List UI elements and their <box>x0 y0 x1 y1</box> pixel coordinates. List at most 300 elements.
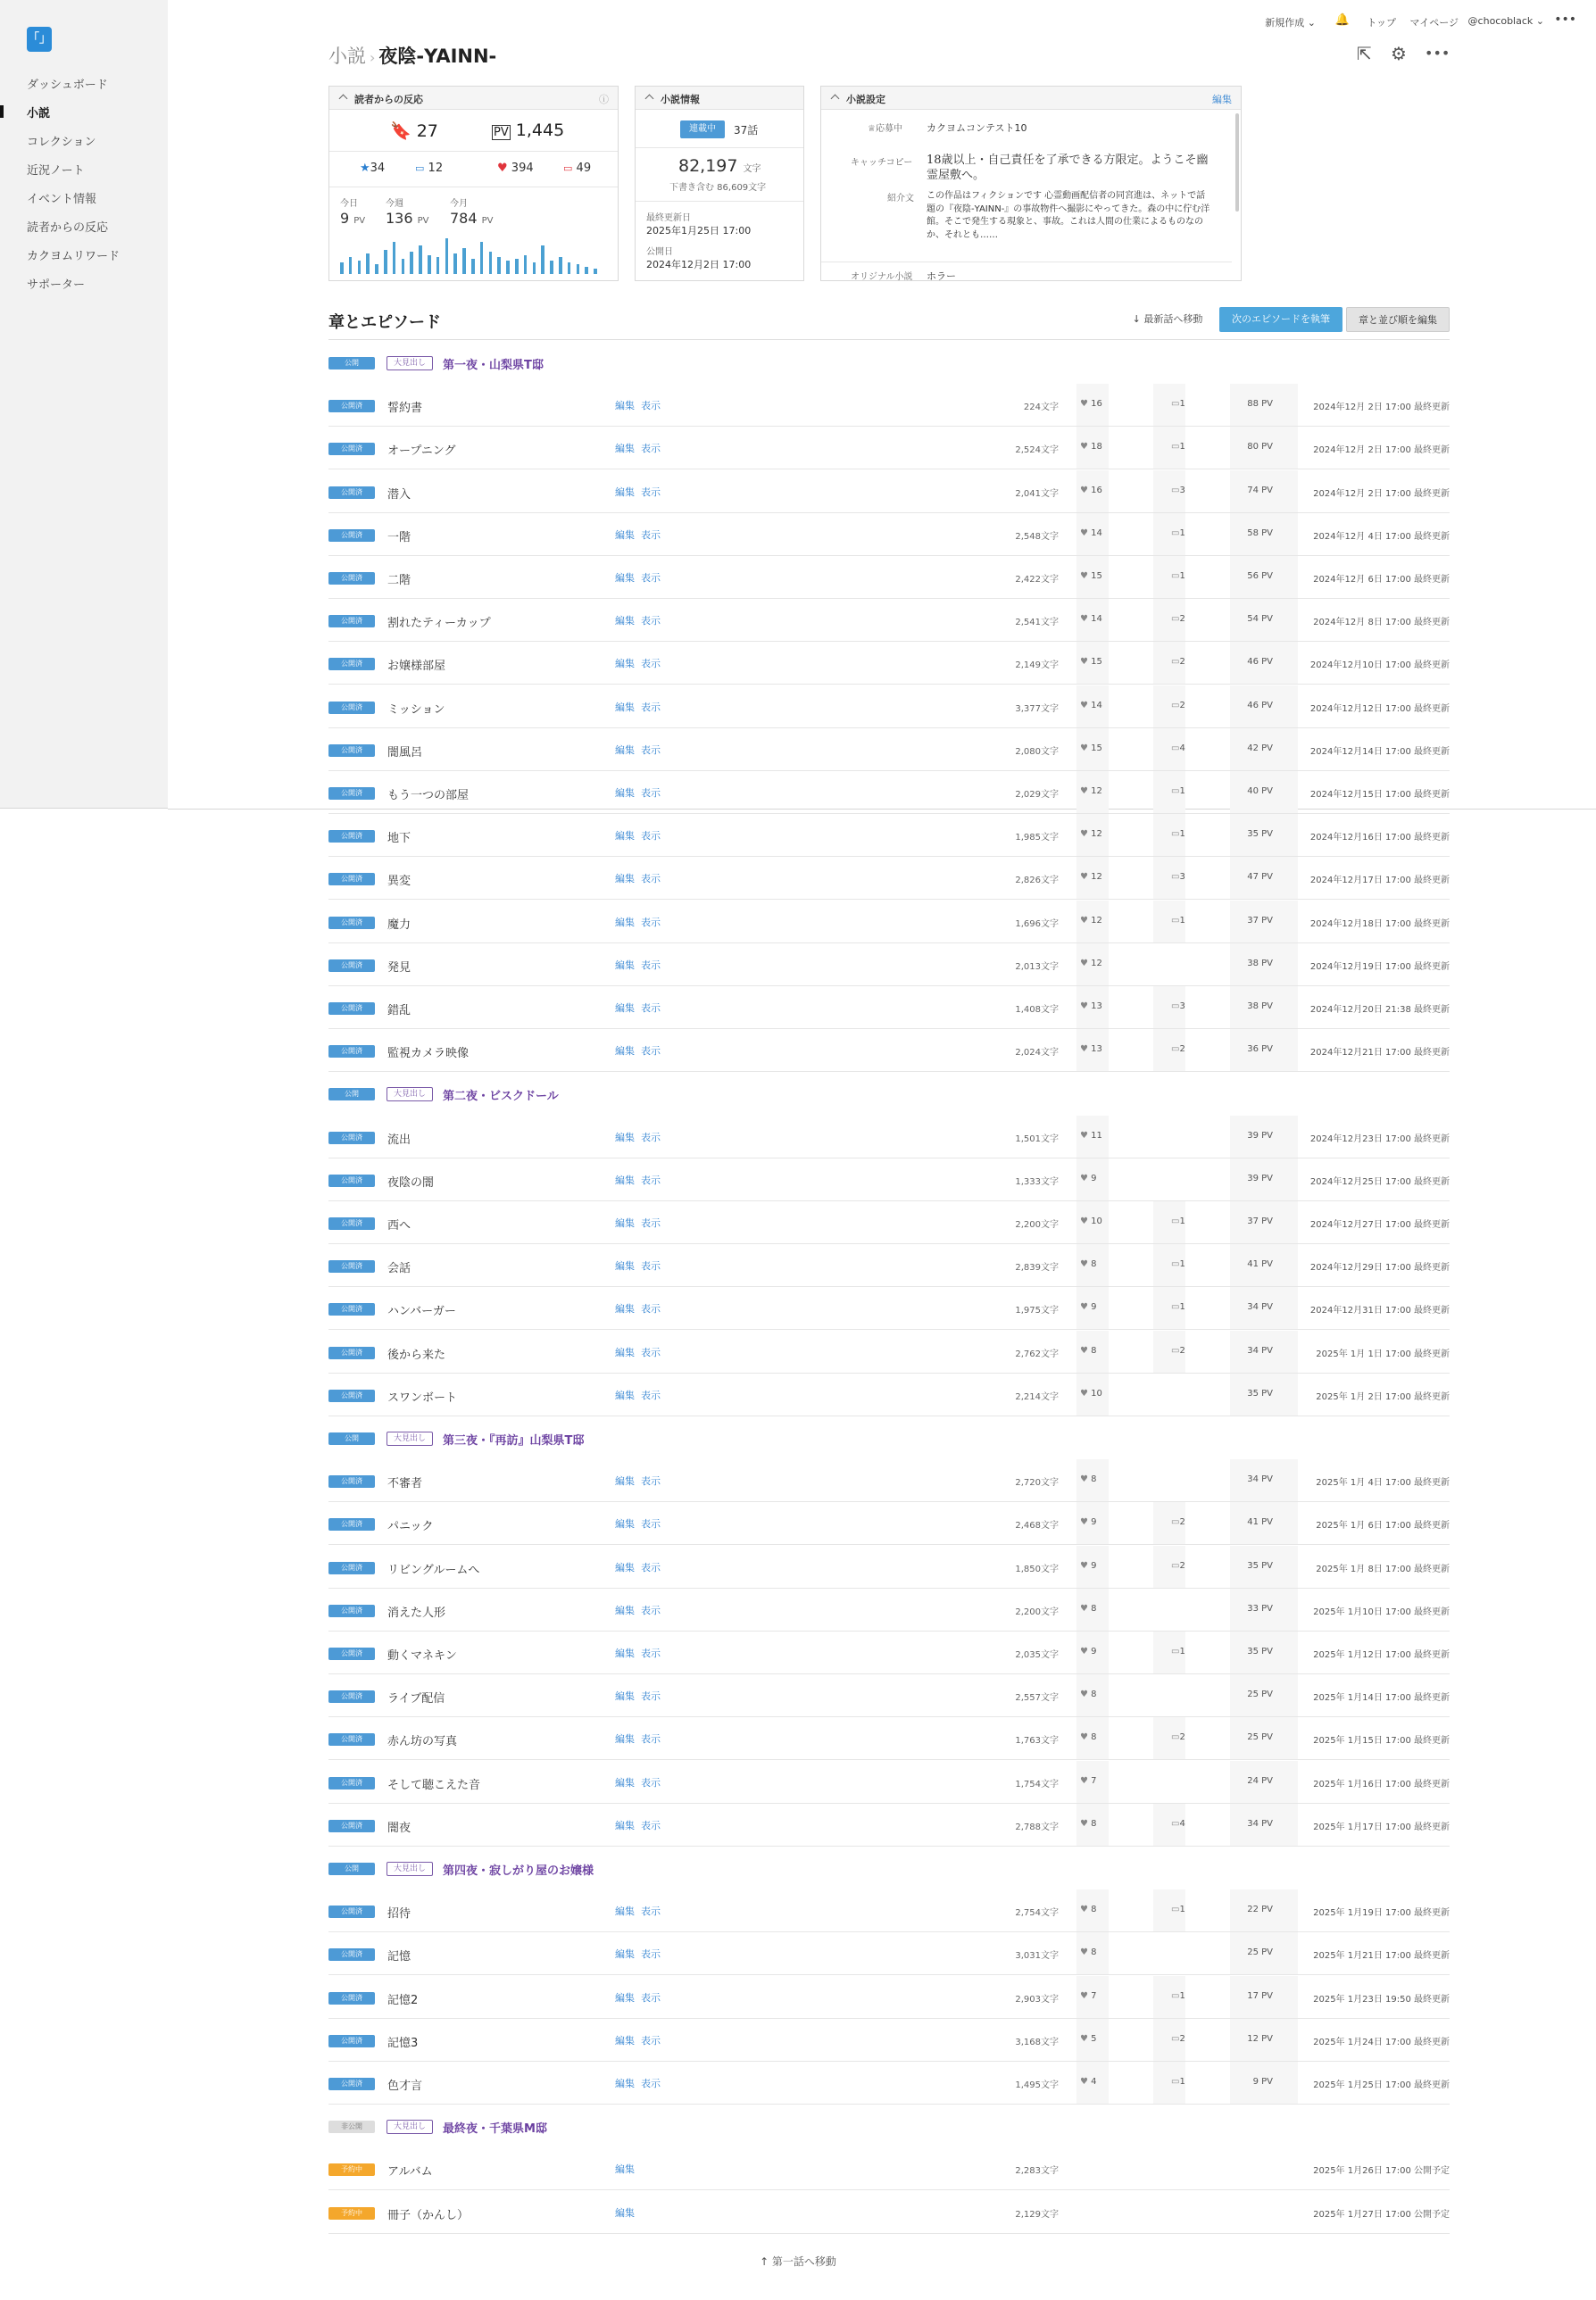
episode-hearts-value: 7 <box>1091 1775 1097 1786</box>
genre-value: ホラー <box>927 270 956 281</box>
episode-edit-link[interactable]: 編集 <box>615 1346 635 1358</box>
episode-edit-link[interactable]: 編集 <box>615 1906 635 1918</box>
comment-icon: ▭ <box>1171 2077 1180 2087</box>
episode-view-link[interactable]: 表示 <box>641 1260 661 1273</box>
episode-view-link[interactable]: 表示 <box>641 1690 661 1703</box>
catchcopy-text: 18歳以上・自己責任を了承できる方限定。ようこそ幽霊屋敷へ。 <box>927 154 1209 182</box>
heart-icon: ♥ <box>1080 700 1088 710</box>
episode-status-badge: 公開済 <box>328 486 375 499</box>
episode-status-badge: 公開済 <box>328 959 375 972</box>
episode-view-link[interactable]: 表示 <box>641 830 661 843</box>
episode-title[interactable]: 地下 <box>387 832 411 846</box>
comment-icon: ▭ <box>1171 700 1180 710</box>
episode-comments <box>1171 743 1185 753</box>
edit-order-button[interactable]: 章と並び順を編集 <box>1346 307 1450 332</box>
episode-pv: 40 PV <box>1247 786 1273 796</box>
episode-title[interactable]: 誓約書 <box>387 402 423 416</box>
episode-edit-link[interactable]: 編集 <box>615 701 635 713</box>
episode-row <box>328 1158 1450 1201</box>
episode-view-link[interactable]: 表示 <box>641 1991 661 2004</box>
episode-edit-link[interactable]: 編集 <box>615 1991 635 2004</box>
daily-pv-bar <box>462 248 466 274</box>
episode-hearts-value: 8 <box>1091 1947 1097 1958</box>
heart-icon: ♥ <box>1080 1474 1088 1485</box>
scrollbar[interactable] <box>1235 113 1239 212</box>
comment-icon: ▭ <box>1171 1732 1180 1743</box>
comment-icon: ▭ <box>1171 1345 1180 1356</box>
episode-view-link[interactable]: 表示 <box>641 1045 661 1058</box>
episode-date: 2025年 1月23日 19:50 最終更新 <box>1313 1994 1450 2005</box>
nav-novels[interactable]: 小説 <box>27 107 51 120</box>
daily-pv-bar <box>506 261 510 274</box>
episode-hearts <box>1080 1732 1097 1742</box>
episode-title[interactable]: 動くマネキン <box>387 1649 457 1663</box>
episode-date: 2025年 1月24日 17:00 最終更新 <box>1313 2037 1450 2047</box>
episode-hearts-value: 16 <box>1091 485 1102 495</box>
episode-date: 2024年12月23日 17:00 最終更新 <box>1309 1133 1450 1144</box>
episode-edit-link[interactable]: 編集 <box>615 830 635 843</box>
heading-level-badge: 大見出し <box>387 356 433 370</box>
episode-pv: 54 PV <box>1247 614 1273 625</box>
episode-title[interactable]: もう一つの部屋 <box>387 789 470 802</box>
episode-pv: 46 PV <box>1247 657 1273 668</box>
chapter-title[interactable]: 第一夜・山梨県T邸 <box>443 359 544 372</box>
episode-pv: 39 PV <box>1247 1173 1273 1183</box>
episode-title[interactable]: スワンボート <box>387 1391 458 1405</box>
episode-title[interactable]: 流出 <box>387 1133 411 1147</box>
episode-view-link[interactable]: 表示 <box>641 658 661 670</box>
mypage-link[interactable]: マイページ <box>1409 17 1459 29</box>
episode-view-link[interactable]: 表示 <box>641 916 661 928</box>
episode-edit-link[interactable]: 編集 <box>615 1002 635 1014</box>
episode-view-link[interactable]: 表示 <box>641 959 661 971</box>
heart-icon: ♥ <box>1080 786 1088 796</box>
week-pv-value: 136 <box>386 210 413 227</box>
episode-date: 2024年12月 8日 17:00 最終更新 <box>1313 618 1450 628</box>
episode-edit-link[interactable]: 編集 <box>615 1648 635 1659</box>
episode-comments <box>1171 1302 1185 1312</box>
episode-title[interactable]: 二階 <box>387 574 411 587</box>
daily-pv-bar <box>594 269 597 274</box>
episode-edit-link[interactable]: 編集 <box>615 916 635 928</box>
episode-view-link[interactable]: 表示 <box>641 615 661 627</box>
episode-edit-link[interactable]: 編集 <box>615 486 635 498</box>
episode-title[interactable]: 記憶 <box>387 1950 411 1964</box>
episode-title[interactable]: 潜入 <box>387 487 411 502</box>
daily-pv-bar <box>340 262 344 274</box>
episode-hearts-value: 11 <box>1091 1130 1102 1141</box>
episode-hearts-value: 5 <box>1091 2033 1097 2044</box>
episode-view-link[interactable]: 表示 <box>641 1561 661 1573</box>
episode-edit-link[interactable]: 編集 <box>615 2163 635 2176</box>
episode-title[interactable]: ライブ配信 <box>387 1692 445 1706</box>
episode-title[interactable]: パニック <box>387 1520 434 1534</box>
heart-icon: ♥ <box>1080 1732 1088 1743</box>
episode-date: 2024年12月29日 17:00 最終更新 <box>1309 1263 1450 1274</box>
episode-title[interactable]: 不審者 <box>387 1477 423 1491</box>
episode-comments-value: 2 <box>1179 2033 1185 2044</box>
episode-char-count: 2,468文字 <box>1015 1521 1059 1532</box>
episode-comments-value: 2 <box>1179 1044 1185 1055</box>
gear-icon[interactable]: ⚙ <box>1391 43 1407 64</box>
comment-icon: ▭ <box>1171 1905 1180 1915</box>
chapter-title[interactable]: 第三夜・『再訪』山梨県T邸 <box>443 1434 585 1448</box>
reactions-card-header[interactable] <box>329 87 618 110</box>
novel-info-card-header[interactable] <box>636 87 803 110</box>
episode-edit-link[interactable]: 編集 <box>615 400 635 412</box>
episode-char-count: 2,214文字 <box>1015 1391 1059 1402</box>
episode-status-badge: 公開済 <box>328 615 375 627</box>
episode-view-link[interactable]: 表示 <box>641 1733 661 1746</box>
episode-title[interactable]: ミッション <box>387 702 445 717</box>
episode-status-badge: 公開済 <box>328 658 375 670</box>
more-menu-icon[interactable]: ••• <box>1554 12 1576 27</box>
episode-title[interactable]: 後から来た <box>387 1348 446 1362</box>
jump-first-link[interactable]: ↑ 第一話へ移動 <box>760 2255 836 2268</box>
episode-title[interactable]: 異変 <box>387 875 411 889</box>
episode-edit-link[interactable]: 編集 <box>615 1303 635 1316</box>
episode-title[interactable]: 冊子（かんし） <box>387 2208 470 2222</box>
episode-title[interactable]: 発見 <box>387 960 411 975</box>
episode-edit-link[interactable]: 編集 <box>615 443 635 455</box>
episode-title[interactable]: 闇夜 <box>387 1821 411 1835</box>
episode-date: 2024年12月 4日 17:00 最終更新 <box>1313 531 1450 542</box>
heart-icon: ♥ <box>1080 1947 1088 1958</box>
episode-edit-link[interactable]: 編集 <box>615 1045 635 1058</box>
daily-pv-bar <box>559 257 562 274</box>
episode-view-link[interactable]: 表示 <box>641 1948 661 1961</box>
episode-title[interactable]: 監視カメラ映像 <box>387 1047 470 1061</box>
episode-edit-link[interactable]: 編集 <box>615 1561 635 1573</box>
episode-comments <box>1171 571 1185 581</box>
daily-pv-bar <box>384 250 387 274</box>
episode-view-link[interactable]: 表示 <box>641 486 661 498</box>
episode-edit-link[interactable]: 編集 <box>615 1131 635 1143</box>
episode-date: 2024年12月15日 17:00 最終更新 <box>1309 790 1450 800</box>
heart-icon: ♥ <box>1080 1905 1088 1915</box>
episode-title[interactable]: 一階 <box>387 530 411 544</box>
episode-edit-link[interactable]: 編集 <box>615 873 635 885</box>
chapter-header <box>328 1416 1450 1459</box>
episode-view-link[interactable]: 表示 <box>641 1389 661 1401</box>
daily-pv-bar <box>489 252 493 274</box>
daily-pv-bar <box>585 267 588 274</box>
episode-edit-link[interactable]: 編集 <box>615 1389 635 1401</box>
comment-icon: ▭ <box>1171 2033 1180 2044</box>
chapters-rule <box>328 339 1450 340</box>
episode-title[interactable]: 招待 <box>387 1907 411 1922</box>
daily-pv-bar <box>436 257 440 274</box>
episode-edit-link[interactable]: 編集 <box>615 1604 635 1616</box>
episode-title[interactable]: オープニング <box>387 444 456 459</box>
episode-row <box>328 2019 1450 2062</box>
reviews-count: 12 <box>428 162 444 175</box>
episode-char-count: 2,024文字 <box>1015 1048 1059 1059</box>
episode-edit-link[interactable]: 編集 <box>615 1690 635 1703</box>
heart-icon: ♥ <box>1080 1302 1088 1313</box>
heart-icon: ♥ <box>1080 1560 1088 1571</box>
heart-icon: ♥ <box>1080 571 1088 581</box>
episode-hearts-value: 8 <box>1091 1690 1097 1700</box>
episode-status-badge: 公開済 <box>328 702 375 714</box>
settings-edit-link[interactable]: 編集 <box>1212 94 1232 105</box>
episode-edit-link[interactable]: 編集 <box>615 1733 635 1746</box>
episode-pv: 47 PV <box>1247 872 1273 883</box>
new-create-menu[interactable]: 新規作成 ⌄ <box>1265 17 1316 29</box>
bell-icon[interactable]: 🔔 <box>1334 13 1350 27</box>
episode-hearts-value: 13 <box>1091 1044 1102 1055</box>
episode-status-badge: 公開済 <box>328 1948 375 1961</box>
episode-hearts-value: 8 <box>1091 1259 1097 1270</box>
episode-edit-link[interactable]: 編集 <box>615 1260 635 1273</box>
week-pv <box>386 210 429 227</box>
episode-comments-value: 1 <box>1179 2077 1185 2087</box>
episode-date: 2024年12月 6日 17:00 最終更新 <box>1313 575 1450 585</box>
reactions-card <box>328 86 619 281</box>
episode-comments <box>1171 786 1185 796</box>
episode-edit-link[interactable]: 編集 <box>615 1174 635 1186</box>
episode-view-link[interactable]: 表示 <box>641 1648 661 1659</box>
episode-view-link[interactable]: 表示 <box>641 1819 661 1831</box>
episode-view-link[interactable]: 表示 <box>641 787 661 799</box>
chapter-title[interactable]: 第四夜・寂しがり屋のお嬢様 <box>443 1864 594 1878</box>
episode-pv: 58 PV <box>1247 527 1273 538</box>
episode-hearts <box>1080 1174 1097 1183</box>
episode-title[interactable]: そして聴こえた音 <box>387 1778 481 1792</box>
episode-status-badge: 予約中 <box>328 2207 375 2220</box>
episode-edit-link[interactable]: 編集 <box>615 2206 635 2219</box>
episode-pv: 35 PV <box>1247 1560 1273 1571</box>
new-episode-button[interactable]: 次のエピソードを執筆 <box>1219 307 1342 332</box>
episode-status-badge: 公開済 <box>328 2035 375 2047</box>
chapter-title[interactable]: 最終夜・千葉県M邸 <box>443 2122 547 2137</box>
episode-title[interactable]: 色才言 <box>387 2080 423 2093</box>
episode-view-link[interactable]: 表示 <box>641 400 661 412</box>
episode-view-link[interactable]: 表示 <box>641 1906 661 1918</box>
heart-icon: ♥ <box>1080 1044 1088 1055</box>
episode-view-link[interactable]: 表示 <box>641 873 661 885</box>
episode-view-link[interactable]: 表示 <box>641 1174 661 1186</box>
episode-row <box>328 1674 1450 1717</box>
episode-title[interactable]: 割れたティーカップ <box>387 617 491 631</box>
novel-settings-card-header[interactable] <box>821 87 1241 110</box>
kakuyomu-logo[interactable] <box>27 27 52 52</box>
episode-count: 37話 <box>734 124 759 137</box>
episode-row <box>328 1589 1450 1632</box>
episode-hearts <box>1080 959 1102 968</box>
episode-edit-link[interactable]: 編集 <box>615 787 635 799</box>
episode-hearts <box>1080 571 1102 581</box>
followers-count: 27 <box>416 121 438 141</box>
chapter-header <box>328 2105 1450 2147</box>
episode-comments <box>1171 399 1185 409</box>
external-link-icon[interactable]: ⇱ <box>1357 43 1372 64</box>
more-icon[interactable]: ••• <box>1425 45 1451 62</box>
episode-view-link[interactable]: 表示 <box>641 572 661 584</box>
episode-edit-link[interactable]: 編集 <box>615 572 635 584</box>
chapter-status-badge: 公開 <box>328 1432 375 1445</box>
episode-edit-link[interactable]: 編集 <box>615 959 635 971</box>
episode-title[interactable]: 消えた人形 <box>387 1606 446 1620</box>
breadcrumb-novels[interactable]: 小説 <box>328 46 366 67</box>
episode-edit-link[interactable]: 編集 <box>615 1819 635 1831</box>
episode-title[interactable]: 錯乱 <box>387 1004 411 1017</box>
episode-status-badge: 公開済 <box>328 1132 375 1144</box>
comment-icon: ▭ <box>1171 1647 1180 1656</box>
nav-updates-note[interactable]: 近況ノート <box>27 164 85 178</box>
episode-title[interactable]: お嬢様部屋 <box>387 660 446 674</box>
episode-hearts <box>1080 1776 1097 1786</box>
episode-date: 2025年 1月 4日 17:00 最終更新 <box>1316 1478 1450 1489</box>
episode-edit-link[interactable]: 編集 <box>615 1948 635 1961</box>
pv-icon: PV <box>494 126 509 139</box>
episode-row <box>328 513 1450 556</box>
episode-date: 2025年 1月26日 17:00 公開予定 <box>1313 2166 1450 2177</box>
episode-view-link[interactable]: 表示 <box>641 1518 661 1531</box>
episode-comments <box>1171 1561 1185 1571</box>
episode-title[interactable]: 西へ <box>387 1219 411 1233</box>
nav-collection[interactable]: コレクション <box>27 136 96 149</box>
episode-comments-value: 1 <box>1179 571 1185 581</box>
comment-icon: ▭ <box>1171 571 1180 581</box>
top-link[interactable]: トップ <box>1367 17 1396 29</box>
episode-view-link[interactable]: 表示 <box>641 743 661 756</box>
episode-comments-value: 2 <box>1179 657 1185 668</box>
episode-comments <box>1171 2034 1185 2044</box>
episode-edit-link[interactable]: 編集 <box>615 528 635 541</box>
episode-char-count: 1,763文字 <box>1015 1736 1059 1747</box>
episode-edit-link[interactable]: 編集 <box>615 2034 635 2047</box>
episode-comments <box>1171 1044 1185 1054</box>
heart-icon: ♥ <box>1080 829 1088 840</box>
episode-char-count: 2,029文字 <box>1015 790 1059 800</box>
daily-pv-bar <box>366 253 370 274</box>
episode-hearts-value: 15 <box>1091 657 1102 668</box>
episode-title[interactable]: 夜陰の闇 <box>387 1175 435 1190</box>
episode-view-link[interactable]: 表示 <box>641 1217 661 1229</box>
nav-dashboard[interactable]: ダッシュボード <box>27 79 108 92</box>
jump-latest-link[interactable]: ↓ 最新話へ移動 <box>1132 313 1203 325</box>
episode-hearts <box>1080 1346 1097 1356</box>
episode-pv: 37 PV <box>1247 1216 1273 1226</box>
episode-title[interactable]: 会話 <box>387 1262 411 1276</box>
episode-edit-link[interactable]: 編集 <box>615 615 635 627</box>
episode-comments <box>1171 829 1185 839</box>
episode-title[interactable]: リビングルームへ <box>387 1563 480 1577</box>
episode-date: 2024年12月14日 17:00 最終更新 <box>1309 746 1450 757</box>
episode-row <box>328 1976 1450 2019</box>
comment-icon: ▭ <box>1171 1560 1180 1571</box>
episode-title[interactable]: 記憶3 <box>387 2036 419 2050</box>
episode-comments-value: 1 <box>1179 915 1185 926</box>
episode-view-link[interactable]: 表示 <box>641 1475 661 1488</box>
episode-edit-link[interactable]: 編集 <box>615 1217 635 1229</box>
heart-icon: ♥ <box>1080 1259 1088 1270</box>
episode-row <box>328 384 1450 427</box>
episode-comments-value: 1 <box>1179 1990 1185 2001</box>
episode-date: 2024年12月31日 17:00 最終更新 <box>1309 1306 1450 1316</box>
episode-view-link[interactable]: 表示 <box>641 1303 661 1316</box>
episode-title[interactable]: 記憶2 <box>387 1993 419 2007</box>
episode-title[interactable]: ハンバーガー <box>387 1305 456 1319</box>
heart-icon: ♥ <box>1080 1130 1088 1141</box>
intro-label: 紹介文 <box>887 194 914 203</box>
nav-events[interactable]: イベント情報 <box>27 193 97 206</box>
episode-title[interactable]: 魔力 <box>387 918 411 932</box>
episode-hearts-value: 8 <box>1091 1732 1097 1743</box>
episode-edit-link[interactable]: 編集 <box>615 658 635 670</box>
episode-title[interactable]: アルバム <box>387 2165 433 2180</box>
nav-supporter[interactable]: サポーター <box>27 278 86 292</box>
episode-status-badge: 公開済 <box>328 1733 375 1746</box>
heart-icon: ♥ <box>1080 2077 1088 2087</box>
episode-comments-value: 1 <box>1179 1216 1185 1226</box>
chapter-title[interactable]: 第二夜・ビスクドール <box>443 1090 559 1104</box>
nav-kakuyomu-reward[interactable]: カクヨムリワード <box>27 250 121 263</box>
comment-icon: ▭ <box>1171 1302 1180 1313</box>
user-menu[interactable]: @chocoblack ⌄ <box>1467 15 1544 27</box>
episode-edit-link[interactable]: 編集 <box>615 1776 635 1789</box>
episode-status-badge: 公開済 <box>328 830 375 843</box>
episode-date: 2025年 1月16日 17:00 最終更新 <box>1313 1779 1450 1789</box>
episode-comments-value: 4 <box>1179 743 1185 753</box>
episode-hearts <box>1080 1905 1097 1914</box>
daily-pv-bar <box>480 242 484 274</box>
episode-title[interactable]: 闇風呂 <box>387 745 423 760</box>
serial-status-badge: 連載中 <box>680 120 725 138</box>
episode-hearts <box>1080 1819 1097 1829</box>
episode-edit-link[interactable]: 編集 <box>615 2078 635 2089</box>
episode-pv: 9 PV <box>1252 2077 1273 2087</box>
episode-comments-value: 4 <box>1179 1818 1185 1829</box>
help-icon[interactable]: ⓘ <box>599 94 609 105</box>
episode-title[interactable]: 赤ん坊の写真 <box>387 1735 458 1749</box>
episode-view-link[interactable]: 表示 <box>641 701 661 713</box>
episode-view-link[interactable]: 表示 <box>641 528 661 541</box>
episode-row <box>328 1546 1450 1589</box>
episode-view-link[interactable]: 表示 <box>641 1131 661 1143</box>
episode-char-count: 2,903文字 <box>1015 1994 1059 2005</box>
episode-comments <box>1171 1346 1185 1356</box>
episode-hearts-value: 13 <box>1091 1001 1102 1011</box>
episode-comments-value: 1 <box>1179 829 1185 840</box>
episode-view-link[interactable]: 表示 <box>641 443 661 455</box>
episode-row <box>328 2191 1450 2234</box>
episode-view-link[interactable]: 表示 <box>641 1346 661 1358</box>
episode-view-link[interactable]: 表示 <box>641 1776 661 1789</box>
episode-view-link[interactable]: 表示 <box>641 2034 661 2047</box>
comment-icon: ▭ <box>1171 1259 1180 1270</box>
episode-view-link[interactable]: 表示 <box>641 1604 661 1616</box>
nav-reader-reactions[interactable]: 読者からの反応 <box>27 221 109 235</box>
episode-comments-value: 2 <box>1179 1732 1185 1743</box>
episode-status-badge: 公開済 <box>328 1648 375 1660</box>
episode-edit-link[interactable]: 編集 <box>615 1518 635 1531</box>
episode-hearts <box>1080 399 1102 409</box>
episode-char-count: 2,524文字 <box>1015 445 1059 456</box>
episode-date: 2025年 1月12日 17:00 最終更新 <box>1313 1650 1450 1660</box>
episode-edit-link[interactable]: 編集 <box>615 1475 635 1488</box>
episode-view-link[interactable]: 表示 <box>641 1002 661 1014</box>
episode-view-link[interactable]: 表示 <box>641 2078 661 2089</box>
episode-char-count: 2,557文字 <box>1015 1693 1059 1704</box>
episode-pv: 38 PV <box>1247 958 1273 968</box>
episode-row <box>328 728 1450 771</box>
episode-comments-value: 2 <box>1179 700 1185 710</box>
episode-hearts <box>1080 829 1102 839</box>
episode-edit-link[interactable]: 編集 <box>615 743 635 756</box>
episode-hearts <box>1080 2077 1097 2087</box>
